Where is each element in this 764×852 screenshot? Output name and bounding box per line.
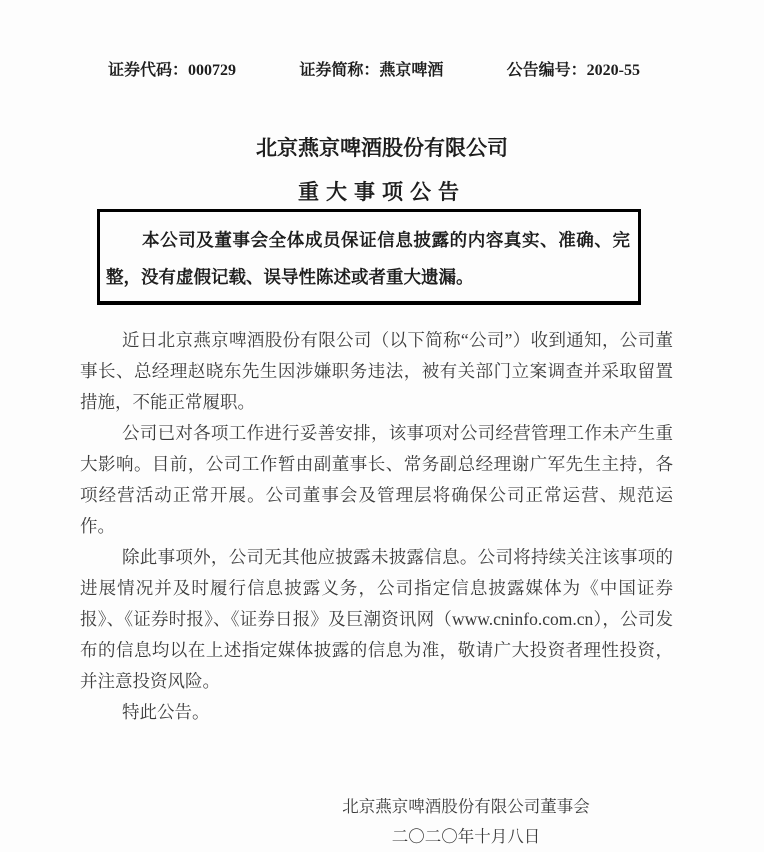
- body-paragraph-disclosure-media: 除此事项外，公司无其他应披露未披露信息。公司将持续关注该事项的进展情况并及时履行信息披露义务，公司指定信息披露媒体为《中国证券报》、《证券时报》、《证券日报》及巨潮资讯网（www.cninfo.com.cn），公司发布的信息均以在上述指定媒体披露的信息为准，敬请广大投资者理性投资，并注意投资风险。: [80, 547, 673, 691]
- disclaimer-box: 本公司及董事会全体成员保证信息披露的内容真实、准确、完整，没有虚假记载、误导性陈述或者重大遗漏。: [97, 209, 641, 305]
- signature-issuer: 北京燕京啤酒股份有限公司董事会: [342, 797, 590, 816]
- signature-date: 二〇二〇年十月八日: [391, 827, 541, 846]
- announcement-document: [0, 58, 764, 844]
- securities-header-row: [108, 58, 640, 84]
- signature-block: [266, 792, 666, 852]
- body-paragraph-arrangement: 公司已对各项工作进行妥善安排，该事项对公司经营管理工作未产生重大影响。目前，公司工作暂由副董事长、常务副总经理谢广军先生主持，各项经营活动正常开展。公司董事会及管理层将确保公司正常运营、规范运作。: [80, 423, 673, 536]
- announcement-body: [80, 325, 673, 728]
- body-paragraph-notice: 近日北京燕京啤酒股份有限公司（以下简称“公司”）收到通知，公司董事长、总经理赵晓东先生因涉嫌职务违法，被有关部门立案调查并采取留置措施，不能正常履职。: [80, 330, 673, 412]
- notice-number-label: 公告编号：2020-55: [506, 62, 640, 79]
- announcement-subject-title: 重大事项公告: [298, 180, 466, 204]
- body-paragraph-closing: 特此公告。: [122, 702, 210, 722]
- stock-code-label: 证券代码：000729: [108, 62, 237, 79]
- stock-name-label: 证券简称：燕京啤酒: [299, 62, 444, 79]
- company-name-title: 北京燕京啤酒股份有限公司: [256, 136, 508, 160]
